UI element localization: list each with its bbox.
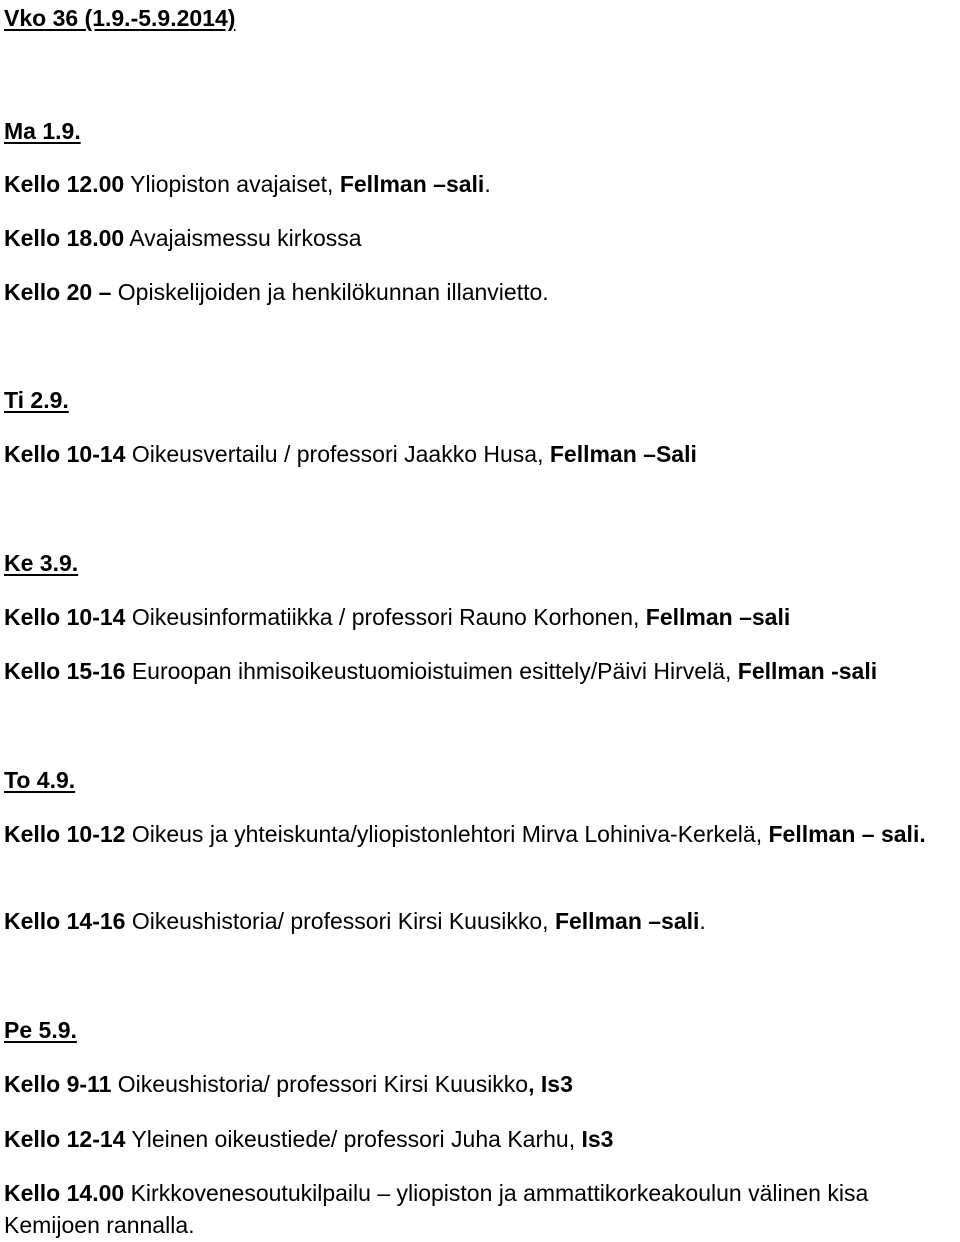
event-monday-2 xyxy=(4,222,362,254)
event-time: Kello 10-14 xyxy=(4,441,126,467)
event-time: Kello 9-11 xyxy=(4,1071,112,1097)
event-place: Is3 xyxy=(581,1126,614,1152)
event-place: Fellman –sali xyxy=(645,604,791,630)
event-time: Kello 10-12 xyxy=(4,821,126,847)
day-heading-thursday: To 4.9. xyxy=(4,767,76,793)
event-friday-3 xyxy=(4,1177,956,1241)
day-heading-friday: Pe 5.9. xyxy=(4,1017,77,1043)
event-description: Oikeusinformatiikka / professori Rauno Korhonen, xyxy=(125,604,646,630)
event-time: Kello 20 – xyxy=(4,279,112,305)
event-tuesday-1 xyxy=(4,438,697,470)
event-time: Kello 12.00 xyxy=(4,171,125,197)
event-monday-1: Kello 12.00 Yliopiston avajaiset, Fellman –sali. xyxy=(4,171,491,197)
event-description: Euroopan ihmisoikeustuomioistuimen esittely/Päivi Hirvelä, xyxy=(125,658,738,684)
week-title: Vko 36 (1.9.-5.9.2014) xyxy=(4,5,236,31)
event-thursday-1 xyxy=(4,818,956,850)
event-description: Oikeushistoria/ professori Kirsi Kuusikko, xyxy=(125,908,555,934)
event-description: Oikeushistoria/ professori Kirsi Kuusikko xyxy=(111,1071,529,1097)
event-time: Kello 15-16 xyxy=(4,658,126,684)
event-time: Kello 14.00 xyxy=(4,1180,125,1206)
event-place: Fellman -sali xyxy=(737,658,878,684)
event-description: Avajaismessu kirkossa xyxy=(124,225,362,251)
day-heading-tuesday: Ti 2.9. xyxy=(4,387,69,413)
day-heading-monday: Ma 1.9. xyxy=(4,118,81,144)
event-friday-1 xyxy=(4,1068,573,1100)
event-place: Fellman –sali xyxy=(554,908,700,934)
event-friday-2 xyxy=(4,1123,613,1155)
event-description: Opiskelijoiden ja henkilökunnan illanvietto. xyxy=(111,279,549,305)
event-place: Fellman –sali xyxy=(339,171,485,197)
event-description: Kirkkovenesoutukilpailu – yliopiston ja ammattikorkeakoulun välinen kisa Kemijoen rannalla. xyxy=(4,1180,869,1238)
event-description: Yleinen oikeustiede/ professori Juha Karhu, xyxy=(125,1126,582,1152)
event-time: Kello 14-16 xyxy=(4,908,126,934)
event-wednesday-2 xyxy=(4,655,877,687)
event-place: Fellman –Sali xyxy=(549,441,697,467)
event-description: Yliopiston avajaiset, xyxy=(124,171,340,197)
event-description: Oikeus ja yhteiskunta/yliopistonlehtori Mirva Lohiniva-Kerkelä, xyxy=(125,821,769,847)
event-monday-3 xyxy=(4,276,549,308)
event-place: Fellman – sali. xyxy=(768,821,926,847)
event-wednesday-1 xyxy=(4,601,790,633)
day-heading-wednesday: Ke 3.9. xyxy=(4,550,79,576)
event-time: Kello 10-14 xyxy=(4,604,126,630)
event-description: Oikeusvertailu / professori Jaakko Husa, xyxy=(125,441,550,467)
event-thursday-2: Kello 14-16 Oikeushistoria/ professori Kirsi Kuusikko, Fellman –sali. xyxy=(4,908,706,934)
event-time: Kello 18.00 xyxy=(4,225,125,251)
event-time: Kello 12-14 xyxy=(4,1126,126,1152)
event-place: , Is3 xyxy=(528,1071,573,1097)
